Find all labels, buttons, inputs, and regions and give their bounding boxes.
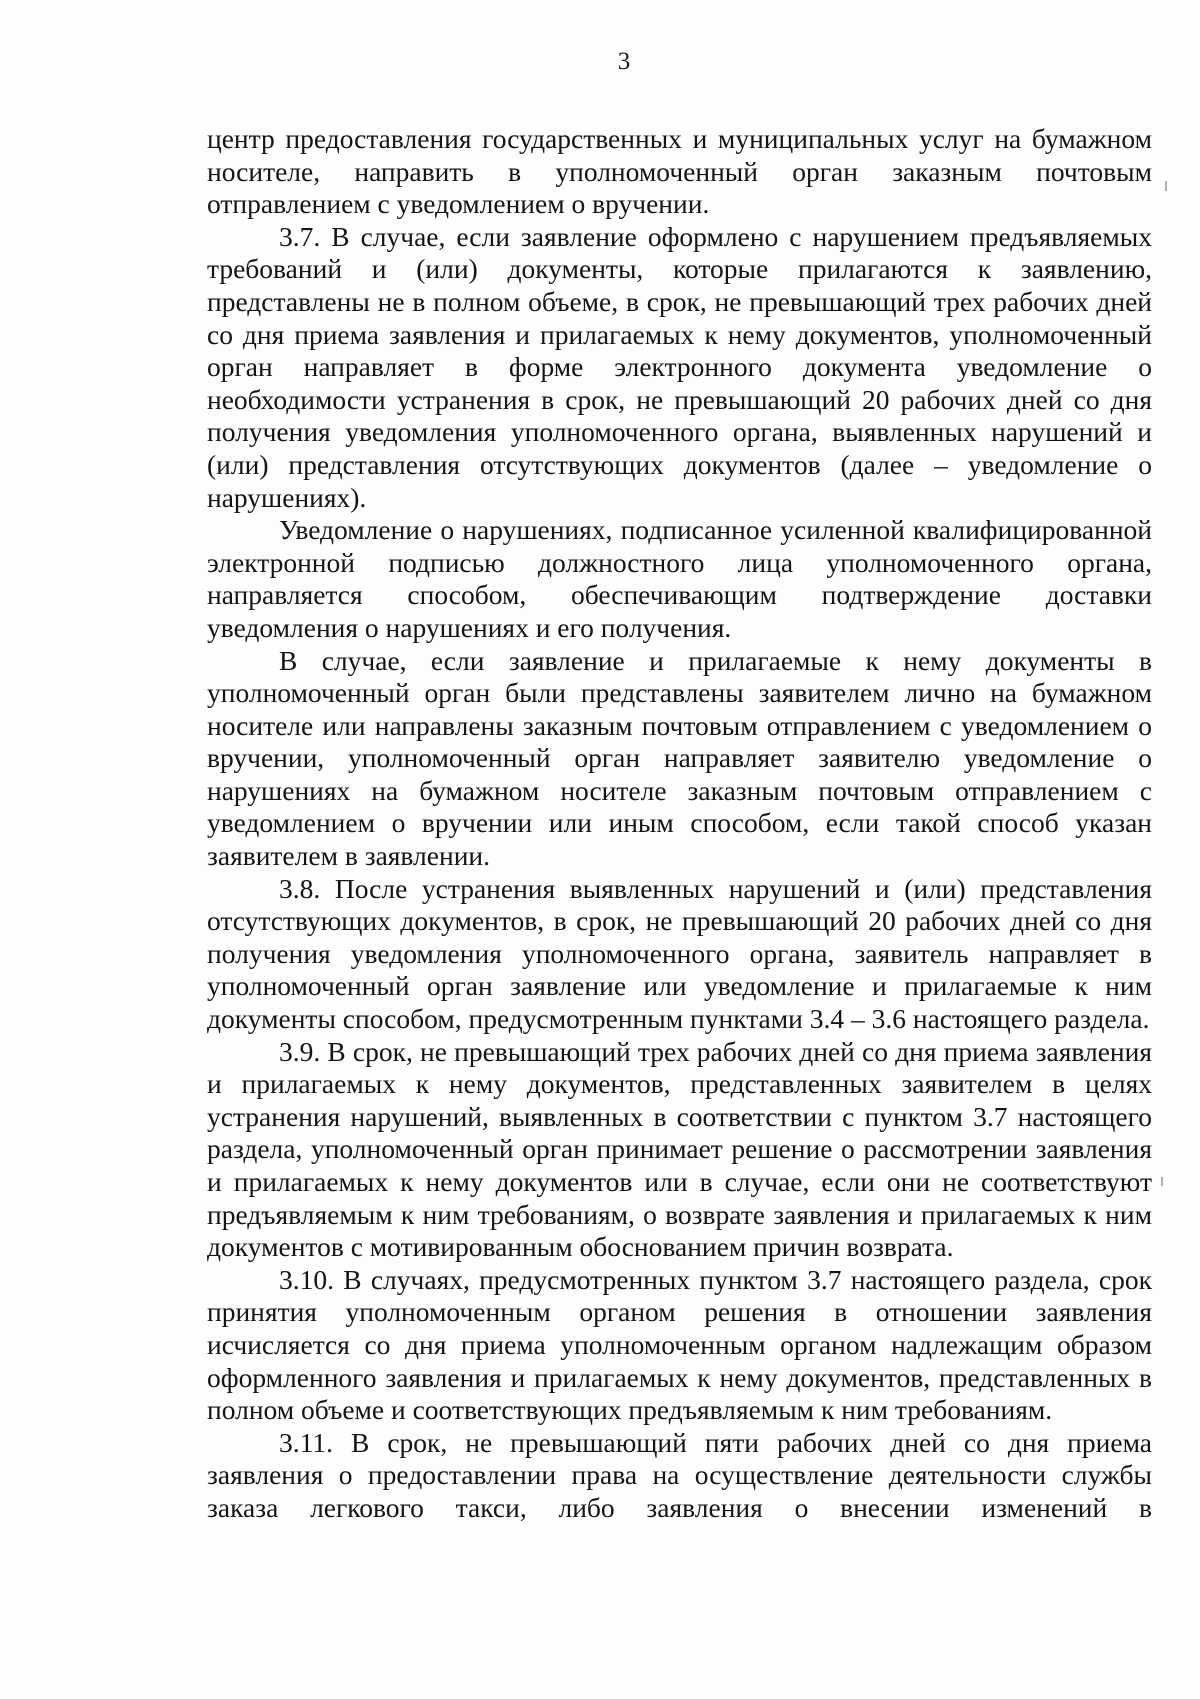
paragraph-3-8: 3.8. После устранения выявленных нарушений и (или) представления отсутствующих документов, в срок, не превышающий 20 рабочих дней со дня получения уведомления уполномоченного органа, заявитель направляет в уполномоченный орган заявление или уведомление и прилагаемые к ним документы способом, предусмотренным пунктами 3.4 – 3.6 настоящего раздела.	[207, 872, 1152, 1035]
paragraph-3-9: 3.9. В срок, не превышающий трех рабочих дней со дня приема заявления и прилагаемых к нему документов, представленных заявителем в целях устранения нарушений, выявленных в соответствии с пунктом 3.7 настоящего раздела, уполномоченный орган принимает решение о рассмотрении заявления и прилагаемых к нему документов или в случае, если они не соответствуют предъявляемым к ним требованиям, о возврате заявления и прилагаемых к ним документов с мотивированным обоснованием причин возврата.	[207, 1035, 1152, 1263]
scan-artifact-mark	[1165, 181, 1167, 191]
paragraph-3-11: 3.11. В срок, не превышающий пяти рабочих дней со дня приема заявления о предоставлении права на осуществление деятельности службы заказа легкового такси, либо заявления о внесении изменений в	[207, 1426, 1152, 1523]
paragraph-continuation: центр предоставления государственных и муниципальных услуг на бумажном носителе, направить в уполномоченный орган заказным почтовым отправлением с уведомлением о вручении.	[207, 123, 1152, 220]
paragraph-paper-submission: В случае, если заявление и прилагаемые к нему документы в уполномоченный орган были представлены заявителем лично на бумажном носителе или направлены заказным почтовым отправлением с уведомлением о вручении, уполномоченный орган направляет заявителю уведомление о нарушениях на бумажном носителе заказным почтовым отправлением с уведомлением о вручении или иным способом, если такой способ указан заявителем в заявлении.	[207, 644, 1152, 872]
paragraph-3-10: 3.10. В случаях, предусмотренных пунктом 3.7 настоящего раздела, срок принятия уполномоченным органом решения в отношении заявления исчисляется со дня приема уполномоченным органом надлежащим образом оформленного заявления и прилагаемых к нему документов, представленных в полном объеме и соответствующих предъявляемым к ним требованиям.	[207, 1263, 1152, 1426]
page-number: 3	[617, 48, 631, 75]
scan-artifact-mark	[1161, 1177, 1163, 1186]
paragraph-3-7: 3.7. В случае, если заявление оформлено с нарушением предъявляемых требований и (или) документы, которые прилагаются к заявлению, представлены не в полном объеме, в срок, не превышающий трех рабочих дней со дня приема заявления и прилагаемых к нему документов, уполномоченный орган направляет в форме электронного документа уведомление о необходимости устранения в срок, не превышающий 20 рабочих дней со дня получения уведомления уполномоченного органа, выявленных нарушений и (или) представления отсутствующих документов (далее – уведомление о нарушениях).	[207, 220, 1152, 513]
paragraph-notification-signature: Уведомление о нарушениях, подписанное усиленной квалифицированной электронной подписью должностного лица уполномоченного органа, направляется способом, обеспечивающим подтверждение доставки уведомления о нарушениях и его получения.	[207, 514, 1152, 643]
document-body	[207, 123, 1152, 1525]
